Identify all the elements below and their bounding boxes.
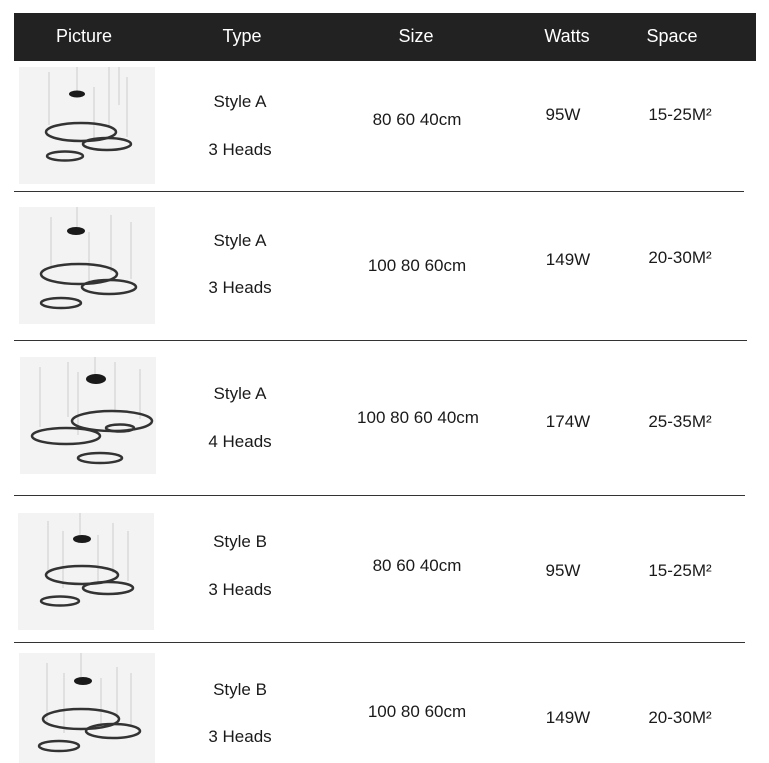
type-heads: 3 Heads bbox=[208, 278, 272, 297]
lamp-3-rings-icon bbox=[19, 207, 155, 324]
header-space: Space bbox=[646, 26, 698, 46]
watts-value: 149W bbox=[545, 250, 591, 269]
type-heads: 3 Heads bbox=[208, 727, 272, 746]
header-watts: Watts bbox=[544, 26, 590, 46]
type-style: Style A bbox=[213, 384, 267, 403]
row-divider bbox=[14, 340, 747, 341]
space-value: 20-30M² bbox=[648, 248, 712, 267]
lamp-3-rings-icon bbox=[19, 67, 155, 184]
header-type: Type bbox=[222, 26, 262, 46]
row-divider bbox=[14, 495, 745, 496]
header-size: Size bbox=[398, 26, 434, 46]
size-value: 80 60 40cm bbox=[372, 556, 462, 575]
type-style: Style B bbox=[213, 532, 267, 551]
table-header bbox=[14, 13, 756, 61]
lamp-thumbnail bbox=[19, 207, 155, 324]
lamp-3-rings-icon bbox=[19, 653, 155, 763]
size-value: 100 80 60cm bbox=[367, 702, 467, 721]
type-heads: 3 Heads bbox=[208, 580, 272, 599]
lamp-3-rings-icon bbox=[18, 513, 154, 630]
lamp-4-rings-icon bbox=[20, 357, 156, 474]
type-style: Style A bbox=[213, 231, 267, 250]
space-value: 25-35M² bbox=[648, 412, 712, 431]
space-value: 20-30M² bbox=[648, 708, 712, 727]
watts-value: 174W bbox=[545, 412, 591, 431]
row-divider bbox=[14, 191, 744, 192]
size-value: 100 80 60 40cm bbox=[357, 408, 479, 427]
lamp-thumbnail bbox=[19, 67, 155, 184]
type-style: Style B bbox=[213, 680, 267, 699]
space-value: 15-25M² bbox=[648, 105, 712, 124]
lamp-thumbnail bbox=[18, 513, 154, 630]
size-value: 100 80 60cm bbox=[367, 256, 467, 275]
watts-value: 149W bbox=[545, 708, 591, 727]
row-divider bbox=[14, 642, 745, 643]
lamp-thumbnail bbox=[19, 653, 155, 763]
type-style: Style A bbox=[213, 92, 267, 111]
size-value: 80 60 40cm bbox=[372, 110, 462, 129]
space-value: 15-25M² bbox=[648, 561, 712, 580]
type-heads: 3 Heads bbox=[208, 140, 272, 159]
header-picture: Picture bbox=[55, 26, 113, 46]
watts-value: 95W bbox=[545, 105, 581, 124]
watts-value: 95W bbox=[545, 561, 581, 580]
lamp-thumbnail bbox=[20, 357, 156, 474]
type-heads: 4 Heads bbox=[208, 432, 272, 451]
